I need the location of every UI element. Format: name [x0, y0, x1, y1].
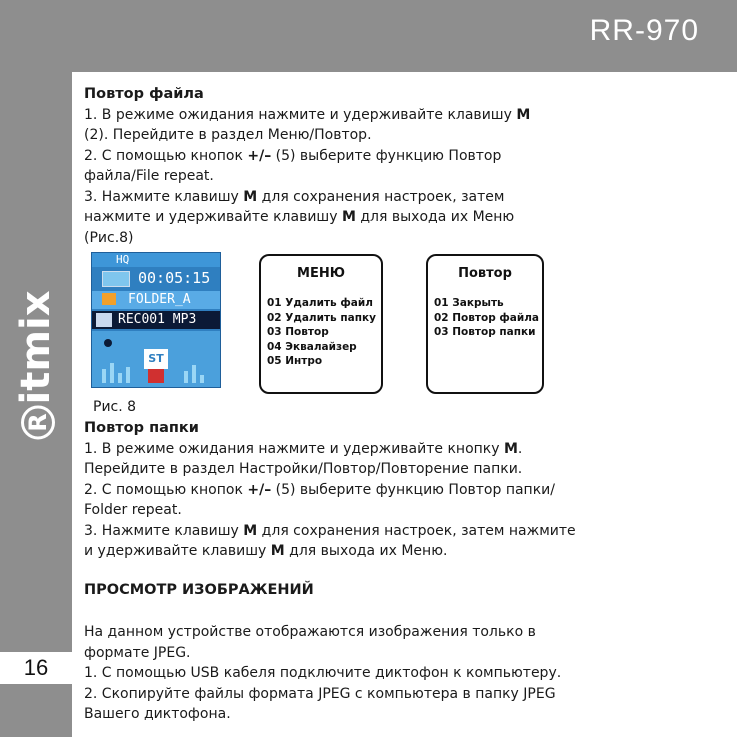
paragraph-line: файла/File repeat.	[84, 168, 214, 184]
menu-item: 04 Эквалайзер	[267, 340, 357, 353]
repeat-item: 03 Повтор папки	[434, 326, 536, 338]
text: для сохранения настроек, затем	[257, 188, 505, 205]
section-image-view	[84, 580, 554, 601]
eq-bar	[192, 365, 196, 383]
key-label: +/–	[247, 147, 272, 164]
paragraph-line	[84, 207, 554, 228]
key-label: М	[270, 543, 285, 559]
repeat-item: 01 Закрыть	[434, 297, 504, 309]
status-dot-icon	[104, 339, 112, 347]
paragraph-line: На данном устройстве отображаются изображения только в	[84, 624, 536, 640]
menu-item: 03 Повтор	[267, 326, 329, 338]
model-name: RR-970	[589, 14, 699, 47]
key-label: +/–	[247, 481, 272, 498]
paragraph-line: формате JPEG.	[84, 644, 191, 661]
repeat-list	[434, 296, 539, 340]
section-title: Повтор файла	[84, 86, 204, 102]
menu-item: 02 Удалить папку	[267, 311, 376, 324]
file-label: REC001 MP3	[92, 311, 220, 329]
paragraph-line	[84, 146, 554, 167]
text: (5) выберите функцию Повтор папки/	[271, 481, 555, 498]
section-title: Повтор папки	[84, 420, 199, 436]
text: 2. С помощью кнопок	[84, 481, 248, 498]
paragraph-line: (2). Перейдите в раздел Меню/Повтор.	[84, 127, 372, 143]
record-mode-icon	[102, 271, 130, 287]
paragraph-line: Перейдите в раздел Настройки/Повтор/Повторение папки.	[84, 461, 523, 477]
header-bar	[0, 0, 737, 72]
paragraph-line	[84, 105, 554, 126]
section-title: ПРОСМОТР ИЗОБРАЖЕНИЙ	[84, 582, 314, 598]
eq-bar	[200, 375, 204, 383]
time-display: 00:05:15	[138, 269, 211, 287]
menu-item: 05 Интро	[267, 355, 323, 367]
text: 3. Нажмите клавишу	[84, 188, 244, 205]
text: 2. С помощью кнопок	[84, 147, 248, 164]
stereo-badge: ST	[144, 349, 168, 369]
text: нажмите и удерживайте клавишу	[84, 209, 342, 225]
paragraph-line	[84, 521, 576, 542]
eq-bar	[102, 369, 106, 383]
brand-logo	[13, 290, 59, 439]
text: для выхода их Меню.	[284, 543, 448, 559]
paragraph-line: 1. С помощью USB кабеля подключите диктофон к компьютеру.	[84, 665, 562, 681]
eq-bar	[126, 367, 130, 383]
menu-title: МЕНЮ	[297, 266, 345, 281]
text: 1. В режиме ожидания нажмите и удерживайте клавишу	[84, 106, 517, 123]
repeat-title: Повтор	[458, 266, 512, 281]
eq-bar	[110, 363, 114, 383]
paragraph-line: 2. Скопируйте файлы формата JPEG с компьютера в папку JPEG	[84, 685, 556, 702]
key-label: М	[243, 522, 258, 539]
repeat-box	[426, 254, 544, 394]
text: (5) выберите функцию Повтор	[271, 147, 502, 164]
text: 3. Нажмите клавишу	[84, 522, 244, 539]
paragraph-line: Folder repeat.	[84, 502, 182, 518]
repeat-item: 02 Повтор файла	[434, 311, 540, 324]
key-label: М	[341, 209, 356, 225]
text: для сохранения настроек, затем нажмите	[257, 522, 576, 539]
text: 1. В режиме ожидания нажмите и удерживайте кнопку	[84, 440, 504, 457]
key-label: М	[516, 106, 531, 123]
paragraph-line	[84, 187, 554, 208]
section-folder-repeat	[84, 418, 576, 562]
paragraph-line	[84, 480, 554, 501]
paragraph-line	[84, 541, 554, 562]
file-icon	[96, 313, 112, 327]
repeat-icon	[148, 369, 164, 383]
brand-mark: R	[21, 406, 55, 440]
menu-box	[259, 254, 383, 394]
key-label: М	[243, 188, 258, 205]
figure-caption: Рис. 8	[93, 399, 137, 415]
section-file-repeat	[84, 84, 554, 248]
brand-rest: itmix	[13, 290, 59, 405]
side-bar-bottom	[0, 684, 72, 737]
eq-bar	[184, 371, 188, 383]
text: и удерживайте клавишу	[84, 543, 271, 559]
folder-label: FOLDER_A	[92, 291, 220, 309]
text: .	[517, 440, 523, 457]
device-screen-image	[91, 252, 221, 388]
paragraph-line: Вашего диктофона.	[84, 706, 231, 722]
eq-bar	[118, 373, 122, 383]
menu-list	[267, 296, 376, 369]
text: для выхода их Меню	[355, 209, 515, 225]
page-number: 16	[0, 652, 72, 684]
quality-label: HQ	[92, 253, 220, 267]
key-label: М	[503, 440, 518, 457]
paragraph-line: (Рис.8)	[84, 229, 134, 246]
menu-item: 01 Удалить файл	[267, 297, 373, 309]
folder-icon	[102, 293, 116, 305]
section-image-view-body	[84, 622, 562, 725]
paragraph-line	[84, 439, 554, 460]
